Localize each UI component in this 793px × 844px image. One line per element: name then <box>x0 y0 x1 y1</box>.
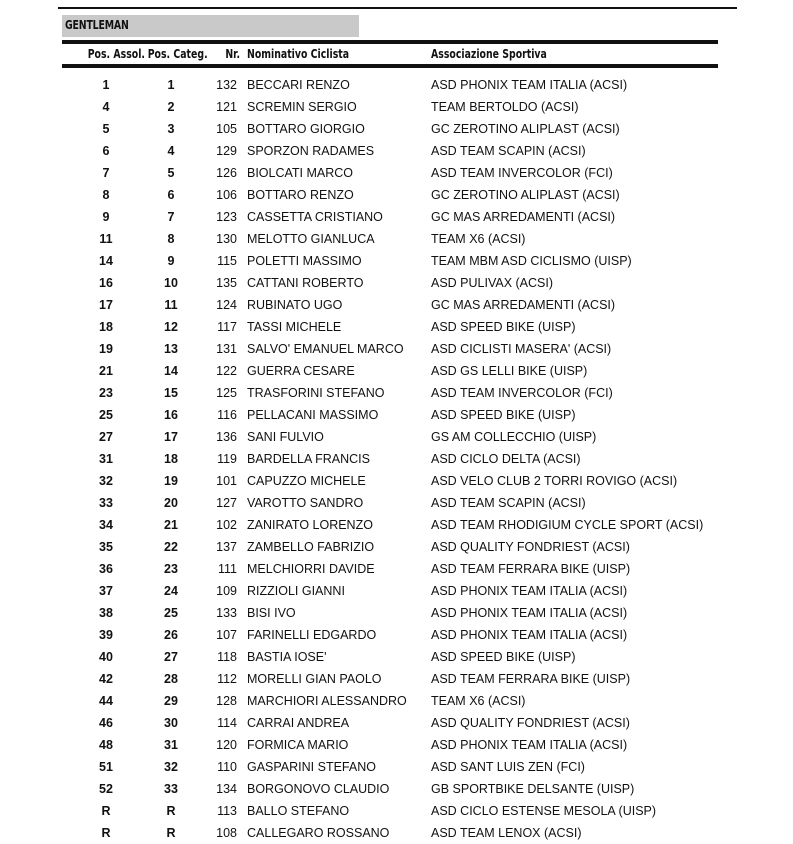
pos-assol-cell: 34 <box>99 518 113 532</box>
rider-name-cell: PELLACANI MASSIMO <box>247 408 379 422</box>
table-row <box>0 338 793 360</box>
pos-categ-cell: 7 <box>167 210 175 224</box>
table-row <box>0 470 793 492</box>
table-row <box>0 426 793 448</box>
pos-categ-cell: 31 <box>164 738 178 752</box>
association-cell: ASD TEAM INVERCOLOR (FCI) <box>431 166 613 180</box>
table-row <box>0 602 793 624</box>
table-row <box>0 382 793 404</box>
table-row <box>0 514 793 536</box>
pos-assol-cell: 36 <box>99 562 113 576</box>
top-divider <box>58 7 737 9</box>
bib-number-cell: 117 <box>217 320 237 334</box>
pos-assol-cell: 44 <box>99 694 113 708</box>
association-cell: ASD PHONIX TEAM ITALIA (ACSI) <box>431 584 628 598</box>
association-cell: GC MAS ARREDAMENTI (ACSI) <box>431 210 616 224</box>
association-cell: ASD TEAM SCAPIN (ACSI) <box>431 496 586 510</box>
table-row <box>0 250 793 272</box>
pos-assol-cell: 4 <box>102 100 110 114</box>
pos-categ-cell: 28 <box>164 672 178 686</box>
association-cell: ASD SPEED BIKE (UISP) <box>431 320 576 334</box>
pos-assol-cell: 8 <box>102 188 110 202</box>
table-row <box>0 646 793 668</box>
rider-name-cell: RUBINATO UGO <box>247 298 343 312</box>
pos-assol-cell: 19 <box>99 342 113 356</box>
pos-assol-cell: 21 <box>99 364 113 378</box>
bib-number-cell: 106 <box>216 188 237 202</box>
rider-name-cell: GASPARINI STEFANO <box>247 760 376 774</box>
bib-number-cell: 107 <box>216 628 237 642</box>
bib-number-cell: 121 <box>216 100 237 114</box>
table-row <box>0 580 793 602</box>
association-cell: GS AM COLLECCHIO (UISP) <box>431 430 597 444</box>
table-row <box>0 184 793 206</box>
pos-categ-cell: 11 <box>164 298 178 312</box>
pos-categ-cell: 1 <box>167 78 175 92</box>
bib-number-cell: 115 <box>217 254 237 268</box>
rider-name-cell: SCREMIN SERGIO <box>247 100 357 114</box>
association-cell: TEAM X6 (ACSI) <box>431 232 526 246</box>
pos-assol-cell: 31 <box>99 452 113 466</box>
bib-number-cell: 137 <box>216 540 237 554</box>
pos-assol-cell: 33 <box>99 496 113 510</box>
pos-categ-cell: 20 <box>164 496 178 510</box>
column-header-nominativo: Nominativo Ciclista <box>247 47 350 61</box>
table-row <box>0 96 793 118</box>
association-cell: TEAM X6 (ACSI) <box>431 694 526 708</box>
table-row <box>0 800 793 822</box>
pos-assol-cell: 18 <box>99 320 113 334</box>
pos-assol-cell: 52 <box>99 782 113 796</box>
pos-assol-cell: 17 <box>99 298 113 312</box>
table-row <box>0 822 793 844</box>
results-table <box>0 74 793 844</box>
association-cell: ASD TEAM SCAPIN (ACSI) <box>431 144 586 158</box>
association-cell: ASD QUALITY FONDRIEST (ACSI) <box>431 716 630 730</box>
bib-number-cell: 108 <box>216 826 237 840</box>
pos-assol-cell: 9 <box>102 210 110 224</box>
bib-number-cell: 131 <box>216 342 237 356</box>
pos-categ-cell: 13 <box>164 342 178 356</box>
rider-name-cell: CARRAI ANDREA <box>247 716 350 730</box>
table-row <box>0 536 793 558</box>
rider-name-cell: VAROTTO SANDRO <box>247 496 364 510</box>
rider-name-cell: SALVO' EMANUEL MARCO <box>247 342 404 356</box>
association-cell: ASD TEAM INVERCOLOR (FCI) <box>431 386 613 400</box>
rider-name-cell: ZAMBELLO FABRIZIO <box>247 540 375 554</box>
pos-assol-cell: 5 <box>102 122 110 136</box>
rider-name-cell: FARINELLI EDGARDO <box>247 628 377 642</box>
pos-categ-cell: 14 <box>164 364 178 378</box>
table-row <box>0 778 793 800</box>
table-row <box>0 712 793 734</box>
rider-name-cell: RIZZIOLI GIANNI <box>247 584 345 598</box>
category-title: GENTLEMAN <box>65 18 129 32</box>
rider-name-cell: BISI IVO <box>247 606 296 620</box>
bib-number-cell: 124 <box>216 298 237 312</box>
association-cell: ASD QUALITY FONDRIEST (ACSI) <box>431 540 630 554</box>
pos-categ-cell: 25 <box>164 606 178 620</box>
rider-name-cell: MORELLI GIAN PAOLO <box>247 672 382 686</box>
pos-assol-cell: 23 <box>99 386 113 400</box>
table-row <box>0 404 793 426</box>
pos-categ-cell: 4 <box>167 144 175 158</box>
bib-number-cell: 110 <box>217 760 237 774</box>
pos-categ-cell: 33 <box>164 782 178 796</box>
association-cell: ASD TEAM RHODIGIUM CYCLE SPORT (ACSI) <box>431 518 704 532</box>
pos-assol-cell: 1 <box>102 78 110 92</box>
header-divider-top <box>62 40 718 44</box>
pos-categ-cell: 18 <box>164 452 178 466</box>
rider-name-cell: MELOTTO GIANLUCA <box>247 232 375 246</box>
pos-assol-cell: 11 <box>99 232 113 246</box>
column-header-nr: Nr. <box>225 47 240 61</box>
rider-name-cell: BIOLCATI MARCO <box>247 166 354 180</box>
bib-number-cell: 120 <box>216 738 237 752</box>
bib-number-cell: 136 <box>216 430 237 444</box>
table-row <box>0 624 793 646</box>
category-banner <box>62 15 359 37</box>
table-row <box>0 118 793 140</box>
pos-categ-cell: 22 <box>164 540 178 554</box>
pos-categ-cell: 12 <box>164 320 178 334</box>
table-row <box>0 316 793 338</box>
pos-categ-cell: 30 <box>164 716 178 730</box>
pos-assol-cell: 42 <box>99 672 113 686</box>
association-cell: ASD CICLO DELTA (ACSI) <box>431 452 581 466</box>
bib-number-cell: 109 <box>216 584 237 598</box>
table-row <box>0 360 793 382</box>
rider-name-cell: MARCHIORI ALESSANDRO <box>247 694 407 708</box>
pos-assol-cell: 14 <box>99 254 113 268</box>
pos-categ-cell: 29 <box>164 694 178 708</box>
association-cell: ASD TEAM FERRARA BIKE (UISP) <box>431 672 631 686</box>
association-cell: ASD SPEED BIKE (UISP) <box>431 408 576 422</box>
bib-number-cell: 112 <box>217 672 237 686</box>
bib-number-cell: 133 <box>216 606 237 620</box>
bib-number-cell: 130 <box>216 232 237 246</box>
table-row <box>0 690 793 712</box>
pos-categ-cell: 17 <box>164 430 178 444</box>
rider-name-cell: TRASFORINI STEFANO <box>247 386 385 400</box>
bib-number-cell: 118 <box>217 650 237 664</box>
bib-number-cell: 113 <box>217 804 237 818</box>
rider-name-cell: BASTIA IOSE' <box>247 650 327 664</box>
rider-name-cell: TASSI MICHELE <box>247 320 342 334</box>
association-cell: ASD TEAM FERRARA BIKE (UISP) <box>431 562 631 576</box>
pos-categ-cell: R <box>166 804 176 818</box>
column-header-associazione: Associazione Sportiva <box>431 47 547 61</box>
pos-categ-cell: 32 <box>164 760 178 774</box>
bib-number-cell: 101 <box>216 474 237 488</box>
pos-categ-cell: 15 <box>164 386 178 400</box>
pos-categ-cell: 3 <box>167 122 175 136</box>
rider-name-cell: SANI FULVIO <box>247 430 324 444</box>
pos-assol-cell: 48 <box>99 738 113 752</box>
association-cell: ASD TEAM LENOX (ACSI) <box>431 826 582 840</box>
association-cell: TEAM BERTOLDO (ACSI) <box>431 100 579 114</box>
pos-assol-cell: 51 <box>99 760 113 774</box>
table-row <box>0 294 793 316</box>
rider-name-cell: CASSETTA CRISTIANO <box>247 210 383 224</box>
pos-assol-cell: 46 <box>99 716 113 730</box>
pos-assol-cell: R <box>101 804 111 818</box>
association-cell: ASD CICLO ESTENSE MESOLA (UISP) <box>431 804 657 818</box>
pos-assol-cell: 35 <box>99 540 113 554</box>
bib-number-cell: 135 <box>216 276 237 290</box>
pos-categ-cell: 8 <box>167 232 175 246</box>
rider-name-cell: POLETTI MASSIMO <box>247 254 362 268</box>
table-row <box>0 206 793 228</box>
bib-number-cell: 105 <box>216 122 237 136</box>
association-cell: TEAM MBM ASD CICLISMO (UISP) <box>431 254 632 268</box>
pos-categ-cell: 10 <box>164 276 178 290</box>
table-row <box>0 448 793 470</box>
pos-assol-cell: R <box>101 826 111 840</box>
association-cell: ASD SPEED BIKE (UISP) <box>431 650 576 664</box>
rider-name-cell: BOTTARO RENZO <box>247 188 354 202</box>
pos-categ-cell: 6 <box>167 188 175 202</box>
table-row <box>0 162 793 184</box>
bib-number-cell: 116 <box>217 408 237 422</box>
association-cell: ASD PHONIX TEAM ITALIA (ACSI) <box>431 606 628 620</box>
rider-name-cell: CATTANI ROBERTO <box>247 276 364 290</box>
table-row <box>0 228 793 250</box>
rider-name-cell: BALLO STEFANO <box>247 804 350 818</box>
bib-number-cell: 127 <box>216 496 237 510</box>
bib-number-cell: 119 <box>217 452 237 466</box>
pos-assol-cell: 27 <box>99 430 113 444</box>
pos-categ-cell: 23 <box>164 562 178 576</box>
pos-assol-cell: 7 <box>102 166 110 180</box>
association-cell: ASD SANT LUIS ZEN (FCI) <box>431 760 585 774</box>
bib-number-cell: 111 <box>217 562 237 576</box>
pos-categ-cell: R <box>166 826 176 840</box>
column-header-pos-categ: Pos. Categ. <box>147 47 208 61</box>
bib-number-cell: 128 <box>216 694 237 708</box>
association-cell: GC MAS ARREDAMENTI (ACSI) <box>431 298 616 312</box>
association-cell: ASD PHONIX TEAM ITALIA (ACSI) <box>431 738 628 752</box>
pos-assol-cell: 25 <box>99 408 113 422</box>
pos-assol-cell: 37 <box>99 584 113 598</box>
pos-categ-cell: 9 <box>167 254 175 268</box>
table-row <box>0 492 793 514</box>
pos-categ-cell: 16 <box>164 408 178 422</box>
rider-name-cell: FORMICA MARIO <box>247 738 349 752</box>
pos-categ-cell: 2 <box>167 100 175 114</box>
association-cell: ASD PHONIX TEAM ITALIA (ACSI) <box>431 628 628 642</box>
bib-number-cell: 125 <box>216 386 237 400</box>
association-cell: ASD PHONIX TEAM ITALIA (ACSI) <box>431 78 628 92</box>
pos-assol-cell: 6 <box>102 144 110 158</box>
pos-categ-cell: 26 <box>164 628 178 642</box>
bib-number-cell: 134 <box>216 782 237 796</box>
table-row <box>0 756 793 778</box>
rider-name-cell: BORGONOVO CLAUDIO <box>247 782 390 796</box>
rider-name-cell: ZANIRATO LORENZO <box>247 518 373 532</box>
bib-number-cell: 132 <box>216 78 237 92</box>
column-header-pos-assol: Pos. Assol. <box>87 47 145 61</box>
rider-name-cell: CAPUZZO MICHELE <box>247 474 366 488</box>
pos-categ-cell: 19 <box>164 474 178 488</box>
pos-categ-cell: 21 <box>164 518 178 532</box>
table-row <box>0 272 793 294</box>
pos-assol-cell: 40 <box>99 650 113 664</box>
bib-number-cell: 122 <box>216 364 237 378</box>
bib-number-cell: 102 <box>216 518 237 532</box>
bib-number-cell: 129 <box>216 144 237 158</box>
association-cell: GC ZEROTINO ALIPLAST (ACSI) <box>431 122 620 136</box>
bib-number-cell: 123 <box>216 210 237 224</box>
table-row <box>0 558 793 580</box>
table-row <box>0 74 793 96</box>
rider-name-cell: BOTTARO GIORGIO <box>247 122 365 136</box>
association-cell: ASD CICLISTI MASERA' (ACSI) <box>431 342 612 356</box>
rider-name-cell: SPORZON RADAMES <box>247 144 375 158</box>
bib-number-cell: 114 <box>217 716 237 730</box>
table-row <box>0 734 793 756</box>
pos-assol-cell: 16 <box>99 276 113 290</box>
association-cell: GC ZEROTINO ALIPLAST (ACSI) <box>431 188 620 202</box>
pos-categ-cell: 5 <box>167 166 175 180</box>
pos-categ-cell: 27 <box>164 650 178 664</box>
association-cell: ASD PULIVAX (ACSI) <box>431 276 554 290</box>
association-cell: ASD GS LELLI BIKE (UISP) <box>431 364 588 378</box>
pos-categ-cell: 24 <box>164 584 178 598</box>
table-row <box>0 668 793 690</box>
bib-number-cell: 126 <box>216 166 237 180</box>
pos-assol-cell: 38 <box>99 606 113 620</box>
association-cell: ASD VELO CLUB 2 TORRI ROVIGO (ACSI) <box>431 474 678 488</box>
table-row <box>0 140 793 162</box>
rider-name-cell: GUERRA CESARE <box>247 364 355 378</box>
pos-assol-cell: 39 <box>99 628 113 642</box>
pos-assol-cell: 32 <box>99 474 113 488</box>
rider-name-cell: MELCHIORRI DAVIDE <box>247 562 375 576</box>
association-cell: GB SPORTBIKE DELSANTE (UISP) <box>431 782 635 796</box>
rider-name-cell: BARDELLA FRANCIS <box>247 452 370 466</box>
rider-name-cell: BECCARI RENZO <box>247 78 350 92</box>
rider-name-cell: CALLEGARO ROSSANO <box>247 826 390 840</box>
header-divider-bottom <box>62 64 718 68</box>
